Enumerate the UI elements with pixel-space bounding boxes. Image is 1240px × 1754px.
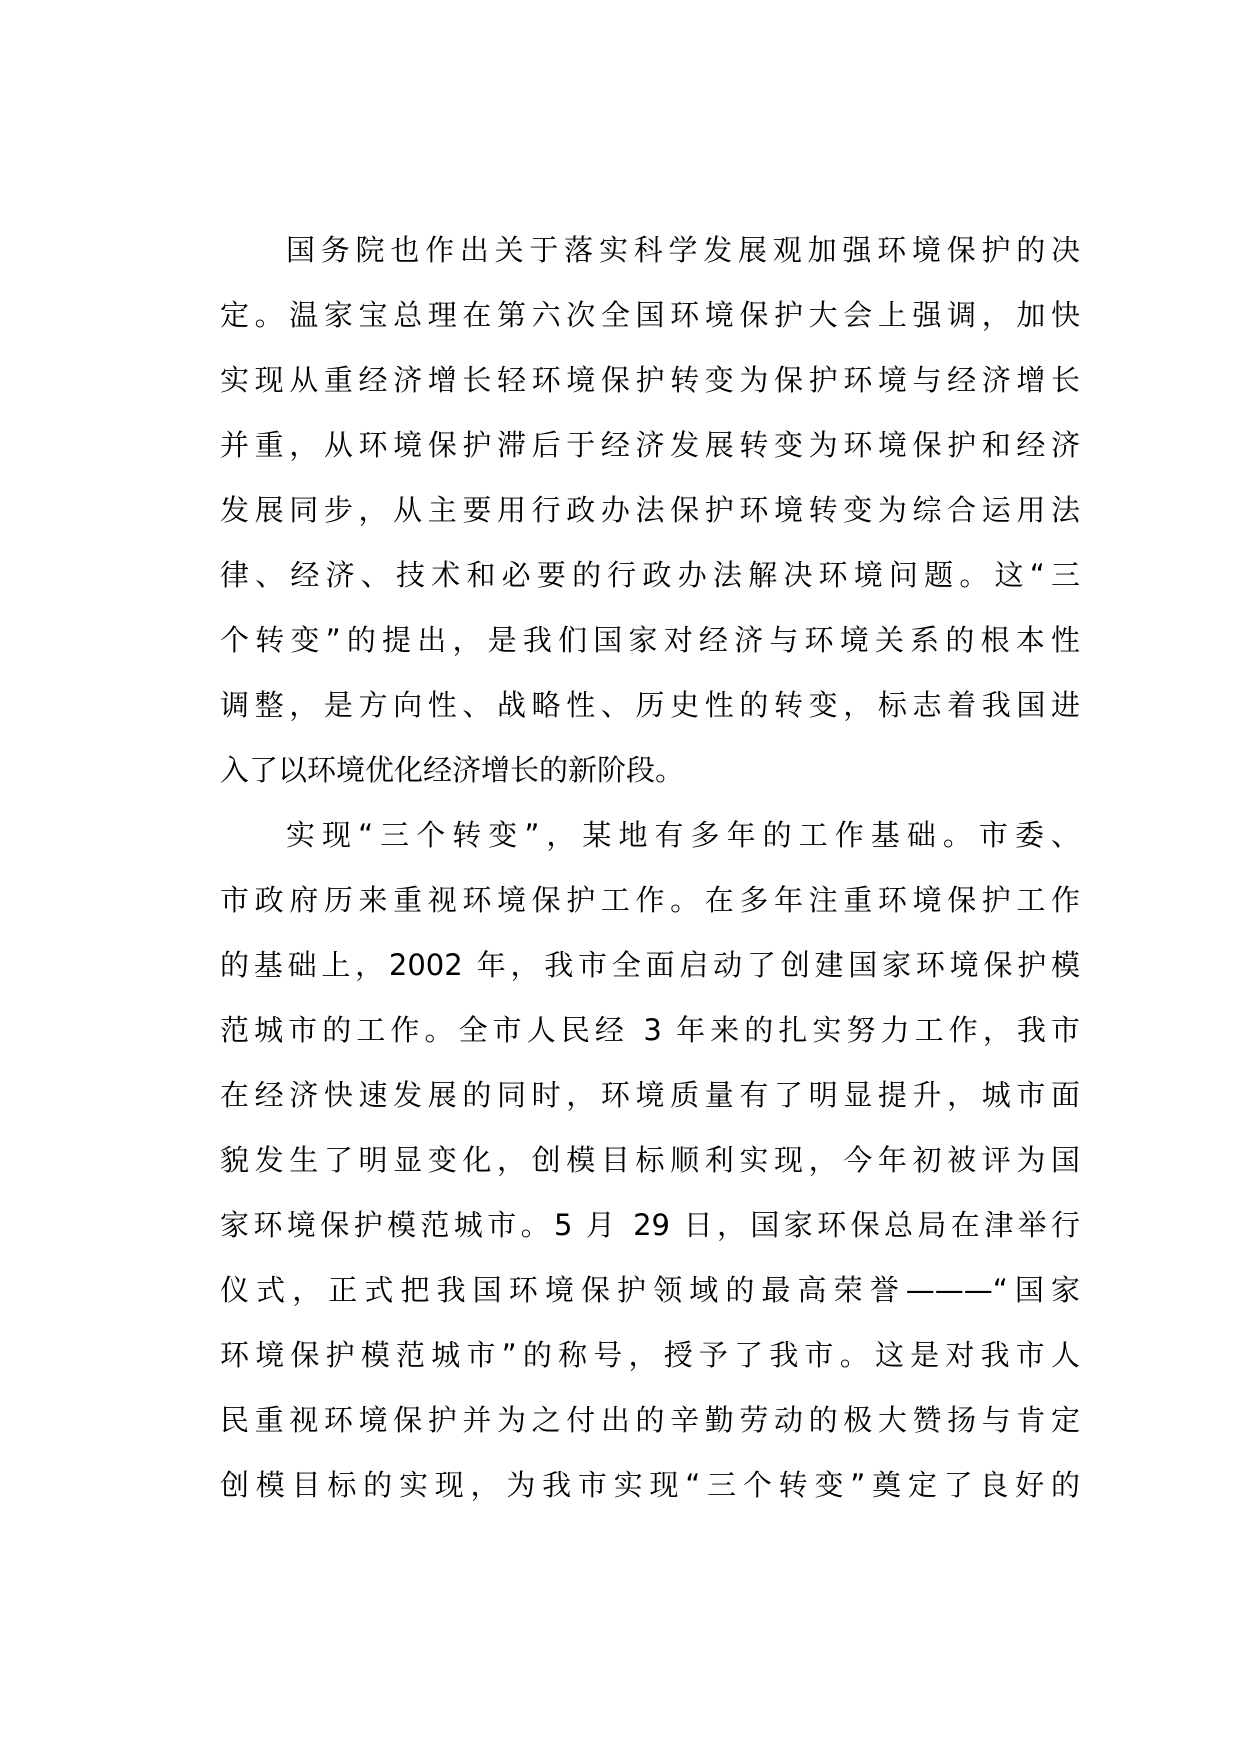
paragraph-line: 家环境保护模范城市。5 月 29 日，国家环保总局在津举行 [220, 1208, 1080, 1242]
paragraph-1 [220, 218, 1080, 803]
paragraph-line: 入了以环境优化经济增长的新阶段。 [220, 753, 685, 787]
paragraph-line: 实现“三个转变”，某地有多年的工作基础。市委、 [286, 818, 1080, 852]
paragraph-line: 市政府历来重视环境保护工作。在多年注重环境保护工作 [220, 883, 1080, 917]
paragraph-line: 调整，是方向性、战略性、历史性的转变，标志着我国进 [220, 688, 1080, 722]
paragraph-line: 貌发生了明显变化，创模目标顺利实现，今年初被评为国 [220, 1143, 1080, 1177]
paragraph-line: 在经济快速发展的同时，环境质量有了明显提升，城市面 [220, 1078, 1080, 1112]
document-body [220, 218, 1080, 1518]
paragraph-line: 国务院也作出关于落实科学发展观加强环境保护的决 [286, 233, 1080, 267]
paragraph-line: 发展同步，从主要用行政办法保护环境转变为综合运用法 [220, 493, 1080, 527]
paragraph-line: 的基础上，2002 年，我市全面启动了创建国家环境保护模 [220, 948, 1080, 982]
paragraph-line: 个转变”的提出，是我们国家对经济与环境关系的根本性 [220, 623, 1080, 657]
paragraph-2 [220, 803, 1080, 1518]
paragraph-line: 创模目标的实现，为我市实现“三个转变”奠定了良好的 [220, 1468, 1080, 1502]
paragraph-line: 民重视环境保护并为之付出的辛勤劳动的极大赞扬与肯定 [220, 1403, 1080, 1437]
paragraph-line: 仪式，正式把我国环境保护领域的最高荣誉———“国家 [220, 1273, 1080, 1307]
paragraph-line: 实现从重经济增长轻环境保护转变为保护环境与经济增长 [220, 363, 1080, 397]
paragraph-line: 并重，从环境保护滞后于经济发展转变为环境保护和经济 [220, 428, 1080, 462]
paragraph-line: 环境保护模范城市”的称号，授予了我市。这是对我市人 [220, 1338, 1080, 1372]
paragraph-line: 定。温家宝总理在第六次全国环境保护大会上强调，加快 [220, 298, 1080, 332]
paragraph-line: 范城市的工作。全市人民经 3 年来的扎实努力工作，我市 [220, 1013, 1080, 1047]
paragraph-line: 律、经济、技术和必要的行政办法解决环境问题。这“三 [220, 558, 1080, 592]
